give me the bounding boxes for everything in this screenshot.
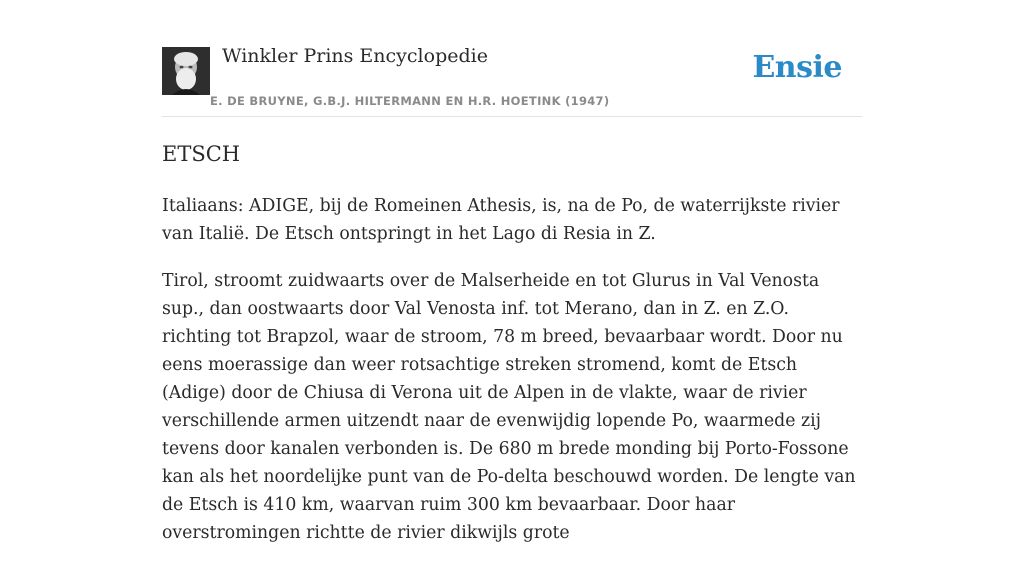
entry-body [162, 192, 862, 566]
author-portrait-icon [162, 47, 210, 95]
entry-title: ETSCH [162, 142, 241, 166]
content-column [162, 0, 862, 543]
paragraph: Italiaans: ADIGE, bij de Romeinen Athesis, is, na de Po, de waterrijkste rivier van Italië. De Etsch ontspringt in het Lago di Resia in Z. [162, 196, 840, 244]
book-title[interactable]: Winkler Prins Encyclopedie [222, 45, 488, 67]
paragraph: Tirol, stroomt zuidwaarts over de Malserheide en tot Glurus in Val Venosta sup., dan oostwaarts door Val Venosta inf. tot Merano, dan in Z. en Z.O. richting tot Brapzol, waar de stroom, 78 m breed, bevaarbaar wordt. Door nu eens moerassige dan weer rotsachtige streken stromend, komt de Etsch (Adige) door de Chiusa di Verona uit de Alpen in de vlakte, waar de rivier verschillende armen uitzendt naar de evenwijdig lopende Po, waarmede zij tevens door kanalen verbonden is. De 680 m brede monding bij Porto-Fossone kan als het noordelijke punt van de Po-delta beschouwd worden. De lengte van de Etsch is 410 km, waarvan ruim 300 km bevaarbaar. Door haar overstromingen richtte de rivier dikwijls grote [162, 271, 856, 543]
avatar [162, 47, 210, 95]
authors-byline: E. DE BRUYNE, G.B.J. HILTERMANN EN H.R. HOETINK (1947) [210, 94, 610, 108]
brand-logo[interactable]: Ensie [752, 50, 842, 85]
header [162, 0, 862, 117]
